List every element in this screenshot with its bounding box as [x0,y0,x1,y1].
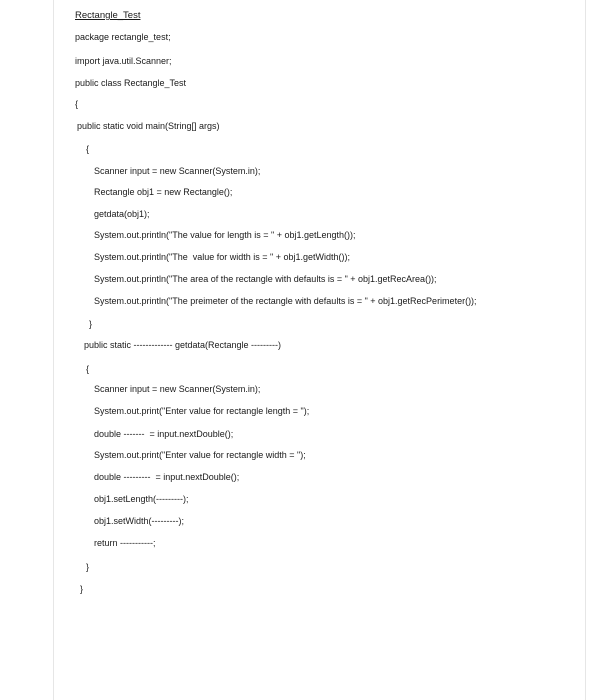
code-line-prompt-width: System.out.print("Enter value for rectangle width = "); [94,450,306,460]
code-line-set-width: obj1.setWidth(---------); [94,516,184,526]
code-line-class-declaration: public class Rectangle_Test [75,78,187,88]
code-line-set-length: obj1.setLength(---------); [94,494,189,504]
code-line-prompt-length: System.out.print("Enter value for rectangle length = "); [94,406,310,416]
document-page [53,0,586,700]
code-line-getdata-scanner: Scanner input = new Scanner(System.in); [94,384,261,394]
code-line-main-open-brace: { [86,144,90,154]
code-line-rectangle-init: Rectangle obj1 = new Rectangle(); [94,187,233,197]
code-line-return: return -----------; [94,538,156,548]
code-line-getdata-close-brace: } [86,562,90,572]
code-line-import: import java.util.Scanner; [75,56,172,66]
code-line-getdata-signature: public static ------------- getdata(Rectangle ---------) [84,340,282,350]
code-line-class-open-brace: { [75,99,79,109]
code-line-print-width: System.out.println("The value for width is = " + obj1.getWidth()); [94,252,350,262]
code-line-read-width: double --------- = input.nextDouble(); [94,472,240,482]
code-line-print-area: System.out.println("The area of the rectangle with defaults is = " + obj1.getRecArea()); [94,274,437,284]
code-line-class-close-brace: } [80,584,84,594]
code-line-read-length: double ------- = input.nextDouble(); [94,429,234,439]
code-line-getdata-call: getdata(obj1); [94,209,150,219]
code-line-main-close-brace: } [89,319,93,329]
code-line-print-perimeter: System.out.println("The preimeter of the rectangle with defaults is = " + obj1.getRecPerimeter()); [94,296,477,306]
code-line-getdata-open-brace: { [86,364,90,374]
code-line-main-signature: public static void main(String[] args) [77,121,220,131]
code-line-print-length: System.out.println("The value for length is = " + obj1.getLength()); [94,230,356,240]
code-line-scanner-init: Scanner input = new Scanner(System.in); [94,166,261,176]
code-line-package: package rectangle_test; [75,32,171,42]
document-title: Rectangle_Test [75,10,141,21]
